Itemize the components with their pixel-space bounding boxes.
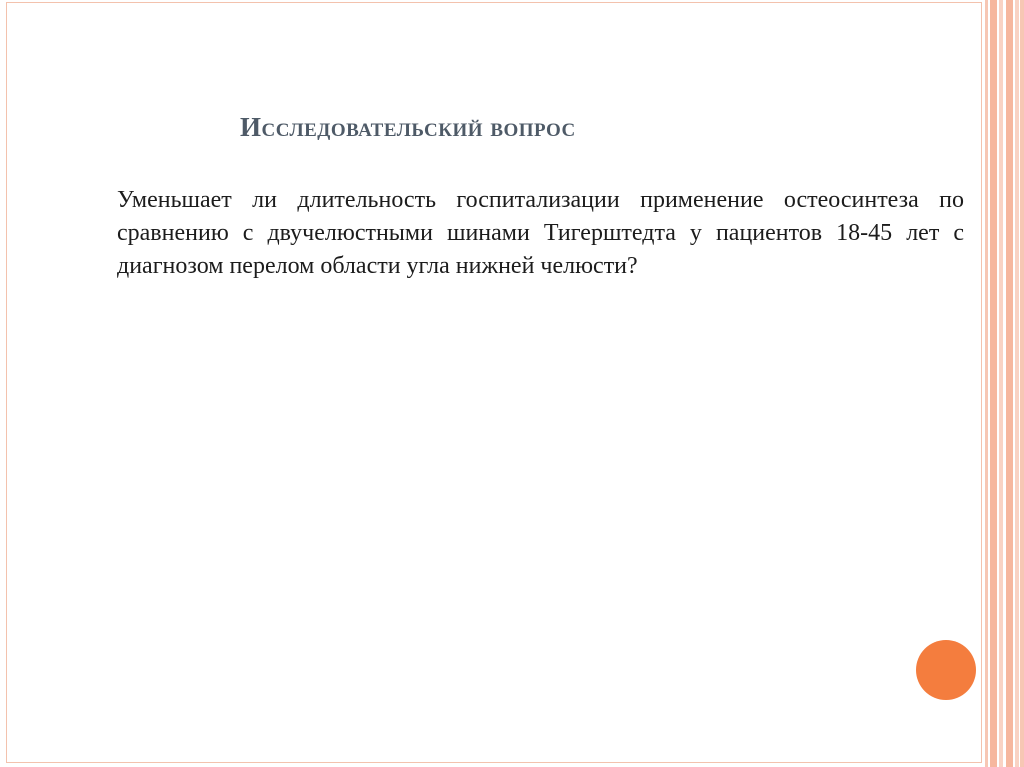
decorative-stripe — [999, 0, 1003, 767]
decorative-stripe — [1020, 0, 1024, 767]
decorative-stripe — [985, 0, 988, 767]
accent-circle-decoration — [916, 640, 976, 700]
decorative-stripe — [1015, 0, 1019, 767]
decorative-stripe — [990, 0, 997, 767]
slide-body-text: Уменьшает ли длительность госпитализации применение остеосинтеза по сравнению с двучелюстными шинами Тигерштедта у пациентов 18-45 лет с диагнозом перелом области угла нижней челюсти? — [117, 187, 964, 279]
slide-title: Исследовательский вопрос — [240, 112, 576, 142]
decorative-stripe — [1006, 0, 1013, 767]
